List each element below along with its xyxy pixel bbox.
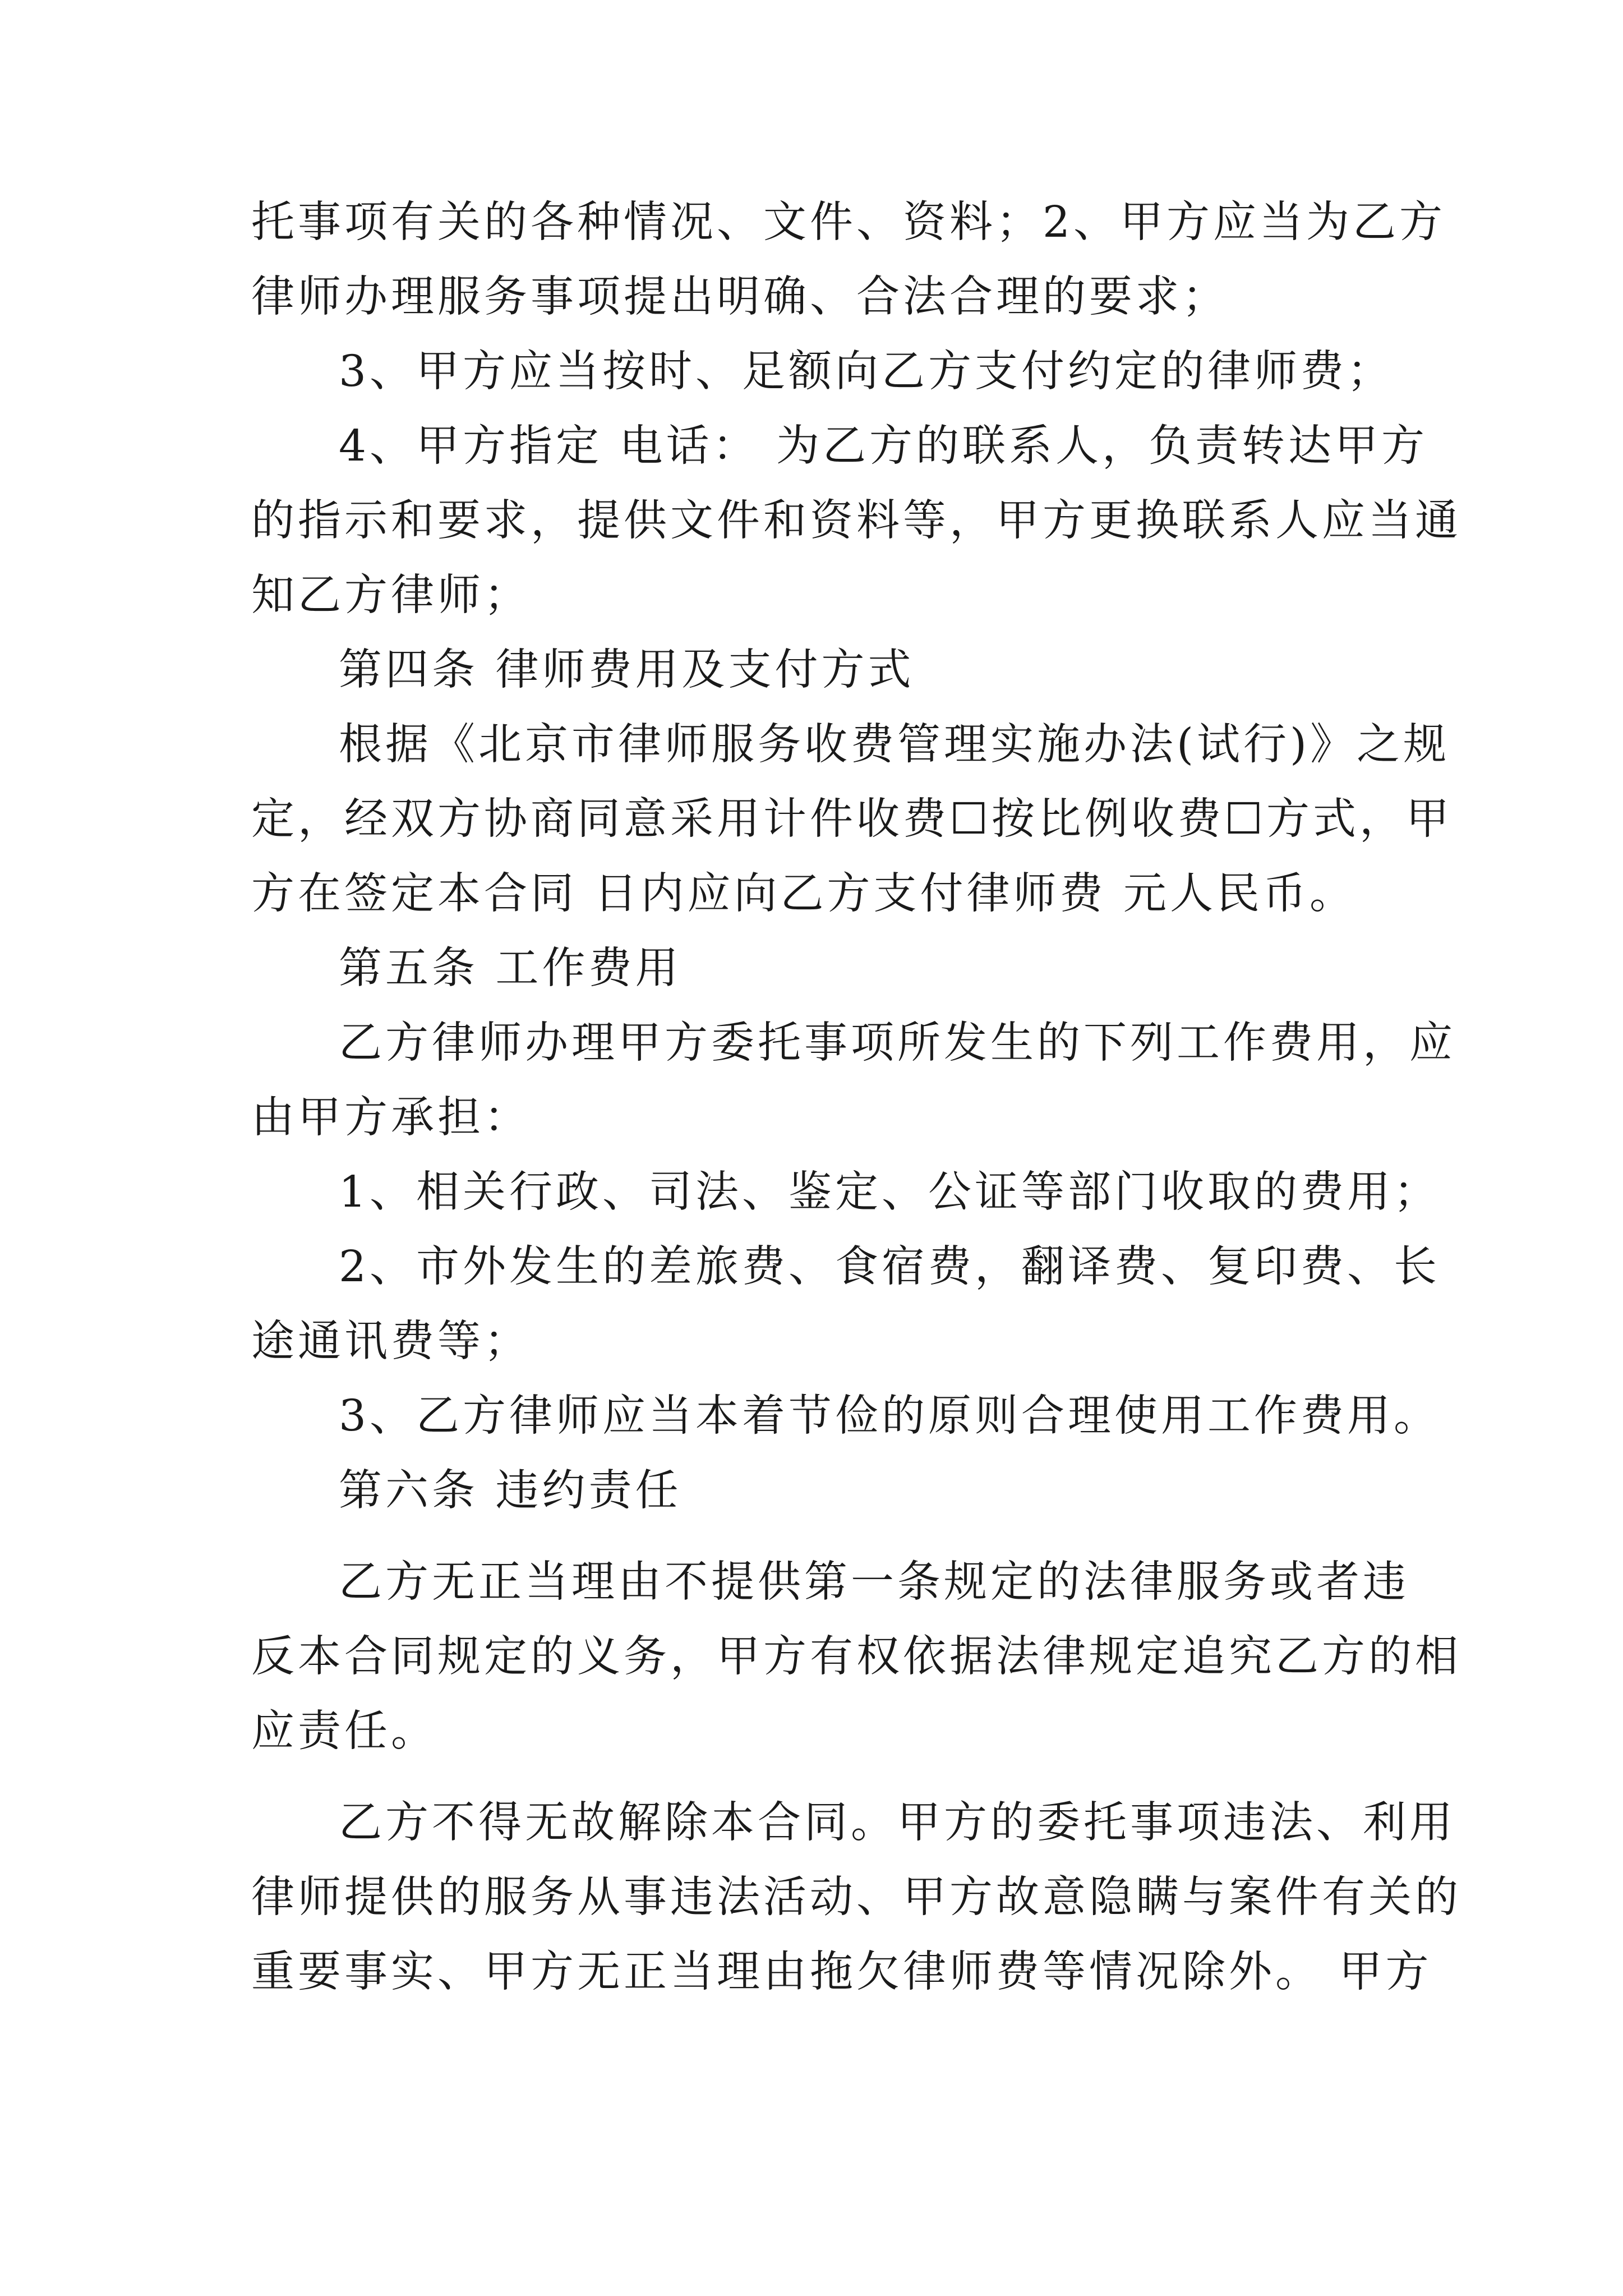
text-line: 乙方律师办理甲方委托事项所发生的下列工作费用，应 bbox=[339, 1018, 1456, 1068]
text-line: 的指示和要求，提供文件和资料等，甲方更换联系人应当通 bbox=[251, 496, 1461, 546]
text-line: 3、乙方律师应当本着节俭的原则合理使用工作费用。 bbox=[339, 1391, 1440, 1441]
section-heading: 第四条 律师费用及支付方式 bbox=[339, 645, 915, 695]
paragraph-gap bbox=[251, 1528, 1378, 1545]
contract-body-text bbox=[251, 185, 1461, 2009]
paragraph-gap bbox=[251, 1769, 1378, 1786]
text-line: 应责任。 bbox=[251, 1706, 437, 1756]
text-line: 托事项有关的各种情况、文件、资料；2、甲方应当为乙方 bbox=[251, 197, 1446, 247]
text-line: 1、相关行政、司法、鉴定、公证等部门收取的费用； bbox=[339, 1167, 1440, 1217]
text-line: 途通讯费等； bbox=[251, 1317, 531, 1366]
text-line: 根据《北京市律师服务收费管理实施办法(试行)》之规 bbox=[339, 720, 1450, 770]
text-line: 反本合同规定的义务，甲方有权依据法律规定追究乙方的相 bbox=[251, 1632, 1461, 1682]
text-line: 2、市外发生的差旅费、食宿费，翻译费、复印费、长 bbox=[339, 1242, 1440, 1292]
text-line: 知乙方律师； bbox=[251, 570, 531, 620]
text-line: 由甲方承担： bbox=[251, 1093, 531, 1143]
section-heading: 第五条 工作费用 bbox=[339, 944, 682, 993]
text-line: 乙方无正当理由不提供第一条规定的法律服务或者违 bbox=[339, 1557, 1409, 1607]
text-line: 方在签定本合同 日内应向乙方支付律师费 元人民币。 bbox=[251, 869, 1356, 919]
text-line: 律师提供的服务从事违法活动、甲方故意隐瞒与案件有关的 bbox=[251, 1872, 1461, 1922]
text-line: 4、甲方指定 电话： 为乙方的联系人，负责转达甲方 bbox=[339, 421, 1428, 471]
text-line: 重要事实、甲方无正当理由拖欠律师费等情况除外。 甲方 bbox=[251, 1947, 1432, 1997]
text-line: 3、甲方应当按时、足额向乙方支付约定的律师费； bbox=[339, 347, 1394, 397]
text-line: 乙方不得无故解除本合同。甲方的委托事项违法、利用 bbox=[339, 1798, 1456, 1848]
text-line: 律师办理服务事项提出明确、合法合理的要求； bbox=[251, 272, 1229, 322]
section-heading: 第六条 违约责任 bbox=[339, 1466, 682, 1516]
text-line: 定，经双方协商同意采用计件收费☐按比例收费☐方式，甲 bbox=[251, 794, 1453, 844]
